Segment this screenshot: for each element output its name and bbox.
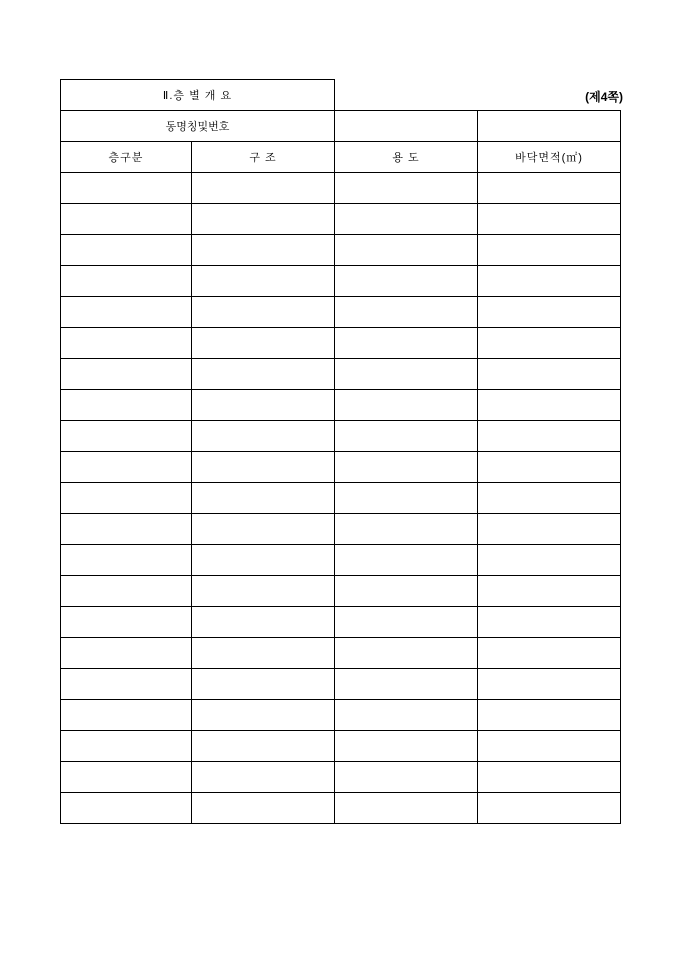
table-row	[61, 700, 621, 731]
table-row	[61, 173, 621, 204]
column-header-floor-area: 바닥면적(㎡)	[478, 142, 621, 173]
column-header-row	[61, 142, 621, 173]
cell-structure[interactable]	[192, 607, 335, 638]
cell-floor-division[interactable]	[61, 545, 192, 576]
cell-structure[interactable]	[192, 173, 335, 204]
cell-usage[interactable]	[335, 669, 478, 700]
cell-usage[interactable]	[335, 762, 478, 793]
table-row	[61, 545, 621, 576]
cell-structure[interactable]	[192, 204, 335, 235]
column-header-structure: 구 조	[192, 142, 335, 173]
cell-floor-area[interactable]	[478, 793, 621, 824]
cell-structure[interactable]	[192, 483, 335, 514]
table-row	[61, 483, 621, 514]
cell-usage[interactable]	[335, 235, 478, 266]
cell-floor-area[interactable]	[478, 297, 621, 328]
table-row	[61, 328, 621, 359]
cell-usage[interactable]	[335, 390, 478, 421]
cell-floor-area[interactable]	[478, 607, 621, 638]
cell-usage[interactable]	[335, 700, 478, 731]
building-number-value[interactable]	[478, 111, 621, 142]
building-name-label: 동명칭및번호	[61, 111, 335, 142]
floor-summary-table	[60, 79, 621, 824]
cell-floor-area[interactable]	[478, 762, 621, 793]
cell-usage[interactable]	[335, 638, 478, 669]
cell-structure[interactable]	[192, 235, 335, 266]
cell-usage[interactable]	[335, 607, 478, 638]
cell-usage[interactable]	[335, 173, 478, 204]
cell-usage[interactable]	[335, 793, 478, 824]
cell-floor-division[interactable]	[61, 607, 192, 638]
cell-structure[interactable]	[192, 576, 335, 607]
cell-structure[interactable]	[192, 359, 335, 390]
cell-floor-division[interactable]	[61, 235, 192, 266]
table-row	[61, 297, 621, 328]
cell-structure[interactable]	[192, 793, 335, 824]
cell-floor-area[interactable]	[478, 669, 621, 700]
table-row	[61, 204, 621, 235]
table-row	[61, 452, 621, 483]
cell-structure[interactable]	[192, 390, 335, 421]
cell-floor-division[interactable]	[61, 576, 192, 607]
cell-usage[interactable]	[335, 731, 478, 762]
cell-floor-division[interactable]	[61, 638, 192, 669]
cell-floor-division[interactable]	[61, 390, 192, 421]
cell-usage[interactable]	[335, 576, 478, 607]
cell-floor-division[interactable]	[61, 483, 192, 514]
cell-floor-area[interactable]	[478, 700, 621, 731]
cell-floor-area[interactable]	[478, 328, 621, 359]
cell-structure[interactable]	[192, 669, 335, 700]
cell-floor-division[interactable]	[61, 204, 192, 235]
table-row	[61, 576, 621, 607]
cell-usage[interactable]	[335, 545, 478, 576]
table-row	[61, 638, 621, 669]
cell-usage[interactable]	[335, 266, 478, 297]
cell-usage[interactable]	[335, 452, 478, 483]
cell-floor-area[interactable]	[478, 483, 621, 514]
cell-floor-area[interactable]	[478, 421, 621, 452]
cell-floor-division[interactable]	[61, 328, 192, 359]
table-row	[61, 793, 621, 824]
cell-structure[interactable]	[192, 266, 335, 297]
cell-usage[interactable]	[335, 514, 478, 545]
cell-structure[interactable]	[192, 328, 335, 359]
table-row	[61, 266, 621, 297]
cell-usage[interactable]	[335, 359, 478, 390]
table-row	[61, 762, 621, 793]
table-row	[61, 731, 621, 762]
building-name-row	[61, 111, 621, 142]
cell-floor-area[interactable]	[478, 731, 621, 762]
cell-floor-area[interactable]	[478, 266, 621, 297]
cell-usage[interactable]	[335, 204, 478, 235]
cell-floor-division[interactable]	[61, 452, 192, 483]
building-name-value[interactable]	[335, 111, 478, 142]
cell-floor-area[interactable]	[478, 390, 621, 421]
cell-floor-area[interactable]	[478, 576, 621, 607]
cell-structure[interactable]	[192, 762, 335, 793]
cell-floor-division[interactable]	[61, 669, 192, 700]
cell-floor-area[interactable]	[478, 359, 621, 390]
cell-structure[interactable]	[192, 514, 335, 545]
table-row	[61, 235, 621, 266]
cell-floor-area[interactable]	[478, 173, 621, 204]
column-header-floor-division: 층구분	[61, 142, 192, 173]
cell-floor-division[interactable]	[61, 514, 192, 545]
cell-floor-area[interactable]	[478, 204, 621, 235]
cell-structure[interactable]	[192, 452, 335, 483]
cell-floor-division[interactable]	[61, 762, 192, 793]
cell-floor-division[interactable]	[61, 700, 192, 731]
table-row	[61, 669, 621, 700]
cell-floor-division[interactable]	[61, 731, 192, 762]
table-row	[61, 359, 621, 390]
cell-floor-division[interactable]	[61, 266, 192, 297]
cell-structure[interactable]	[192, 297, 335, 328]
cell-floor-area[interactable]	[478, 638, 621, 669]
cell-usage[interactable]	[335, 328, 478, 359]
cell-floor-area[interactable]	[478, 235, 621, 266]
table-row	[61, 421, 621, 452]
column-header-usage: 용 도	[335, 142, 478, 173]
cell-floor-division[interactable]	[61, 359, 192, 390]
section-title: Ⅱ.층 별 개 요	[61, 80, 335, 111]
table-row	[61, 390, 621, 421]
cell-structure[interactable]	[192, 421, 335, 452]
cell-structure[interactable]	[192, 731, 335, 762]
table-row	[61, 514, 621, 545]
cell-floor-division[interactable]	[61, 297, 192, 328]
cell-usage[interactable]	[335, 421, 478, 452]
table-title-row	[61, 80, 621, 111]
cell-floor-division[interactable]	[61, 421, 192, 452]
cell-floor-division[interactable]	[61, 173, 192, 204]
cell-floor-area[interactable]	[478, 452, 621, 483]
cell-floor-division[interactable]	[61, 793, 192, 824]
cell-usage[interactable]	[335, 483, 478, 514]
cell-structure[interactable]	[192, 700, 335, 731]
cell-floor-area[interactable]	[478, 514, 621, 545]
cell-structure[interactable]	[192, 638, 335, 669]
cell-usage[interactable]	[335, 297, 478, 328]
title-spacer	[335, 80, 621, 111]
cell-floor-area[interactable]	[478, 545, 621, 576]
page-number-marker: (제4쪽)	[585, 90, 623, 104]
table-row	[61, 607, 621, 638]
cell-structure[interactable]	[192, 545, 335, 576]
